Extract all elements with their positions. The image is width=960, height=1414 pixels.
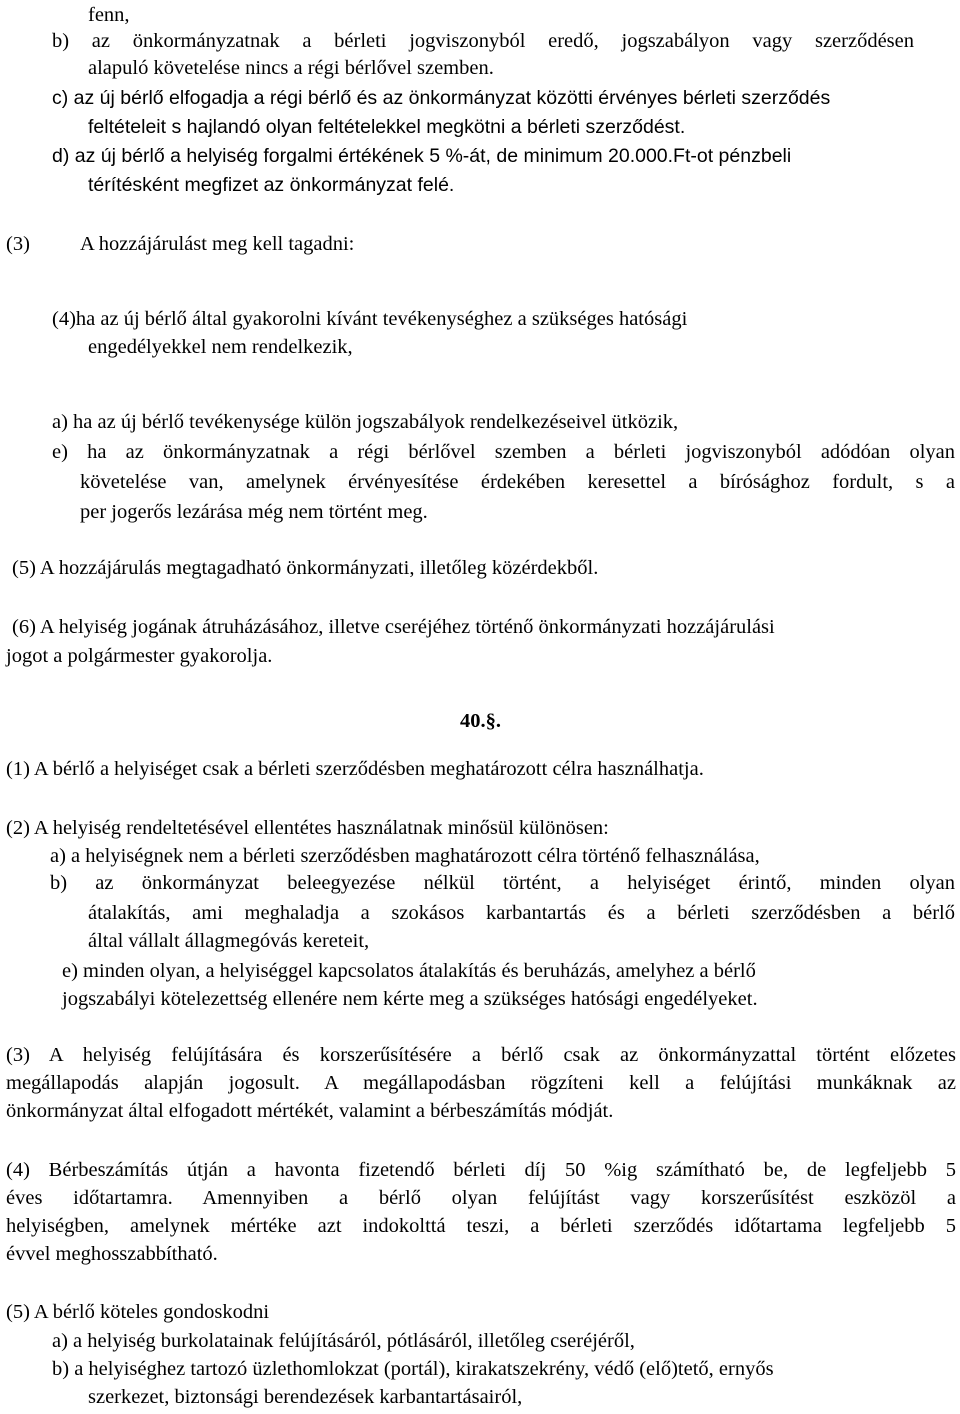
- text-line: d) az új bérlő a helyiség forgalmi értékének 5 %-át, de minimum 20.000.Ft-ot pénzbeli: [52, 145, 792, 167]
- text-line: évvel meghosszabbítható.: [6, 1243, 218, 1265]
- text-line: önkormányzat által elfogadott mértékét, valamint a bérbeszámítás módját.: [6, 1100, 614, 1122]
- text-line: engedélyekkel nem rendelkezik,: [88, 336, 353, 358]
- text-line: c) az új bérlő elfogadja a régi bérlő és az önkormányzat közötti érvényes bérleti szerződés: [52, 87, 831, 109]
- text-line: e) ha az önkormányzatnak a régi bérlővel szemben a bérleti jogviszonyból adódóan olyan: [52, 441, 955, 463]
- text-line: átalakítás, ami meghaladja a szokásos karbantartás és a bérleti szerződésben a bérlő: [88, 902, 955, 924]
- text-line: feltételeit s hajlandó olyan feltételekkel megkötni a bérleti szerződést.: [88, 116, 686, 138]
- text-line: (4) Bérbeszámítás útján a havonta fizetendő bérleti díj 50 %ig számítható be, de legfeljebb 5: [6, 1159, 956, 1181]
- paragraph-number: (3): [6, 233, 30, 255]
- text-line: követelése van, amelynek érvényesítése érdekében keresettel a bírósághoz fordult, s a: [80, 471, 955, 493]
- text-line: a) a helyiség burkolatainak felújításáról, pótlásáról, illetőleg cseréjéről,: [52, 1330, 635, 1352]
- text-line: (3) A helyiség felújítására és korszerűsítésére a bérlő csak az önkormányzattal történt előzetes: [6, 1044, 956, 1066]
- section-heading: 40.§.: [460, 710, 501, 732]
- text-line: szerkezet, biztonsági berendezések karbantartásairól,: [88, 1386, 523, 1408]
- text-line: jogot a polgármester gyakorolja.: [6, 645, 273, 667]
- text-line: által vállalt állagmegóvás kereteit,: [88, 930, 370, 952]
- text-line: b) az önkormányzatnak a bérleti jogviszonyból eredő, jogszabályon vagy szerződésen: [52, 30, 914, 52]
- text-line: a) ha az új bérlő tevékenysége külön jogszabályok rendelkezéseivel ütközik,: [52, 411, 679, 433]
- text-line: (5) A bérlő köteles gondoskodni: [6, 1301, 270, 1323]
- text-line: e) minden olyan, a helyiséggel kapcsolatos átalakítás és beruházás, amelyhez a bérlő: [62, 960, 756, 982]
- text-line: (5) A hozzájárulás megtagadható önkormányzati, illetőleg közérdekből.: [12, 557, 599, 579]
- text-line: fenn,: [88, 4, 130, 26]
- text-line: b) a helyiséghez tartozó üzlethomlokzat (portál), kirakatszekrény, védő (elő)tető, ernyős: [52, 1358, 774, 1380]
- text-line: (6) A helyiség jogának átruházásához, illetve cseréjéhez történő önkormányzati hozzájárulási: [12, 616, 775, 638]
- text-line: térítésként megfizet az önkormányzat felé.: [88, 174, 455, 196]
- text-line: megállapodás alapján jogosult. A megállapodásban rögzíteni kell a felújítási munkáknak az: [6, 1072, 956, 1094]
- text-line: per jogerős lezárása még nem történt meg.: [80, 501, 428, 523]
- text-line: b) az önkormányzat beleegyezése nélkül történt, a helyiséget érintő, minden olyan: [50, 872, 955, 894]
- text-line: (1) A bérlő a helyiséget csak a bérleti szerződésben meghatározott célra használhatja.: [6, 758, 704, 780]
- text-line: alapuló követelése nincs a régi bérlővel szemben.: [88, 57, 494, 79]
- text-line: (2) A helyiség rendeltetésével ellentétes használatnak minősül különösen:: [6, 817, 609, 839]
- text-line: a) a helyiségnek nem a bérleti szerződésben maghatározott célra történő felhasználása,: [50, 845, 760, 867]
- text-line: jogszabályi kötelezettség ellenére nem kérte meg a szükséges hatósági engedélyeket.: [62, 988, 758, 1010]
- text-line: (4)ha az új bérlő által gyakorolni kívánt tevékenységhez a szükséges hatósági: [52, 308, 688, 330]
- text-line: éves időtartamra. Amennyiben a bérlő olyan felújítást vagy korszerűsítést eszközöl a: [6, 1187, 956, 1209]
- text-line: helyiségben, amelynek mértéke azt indokolttá teszi, a bérleti szerződés időtartama legfeljebb 5: [6, 1215, 956, 1237]
- text-line: A hozzájárulást meg kell tagadni:: [80, 233, 355, 255]
